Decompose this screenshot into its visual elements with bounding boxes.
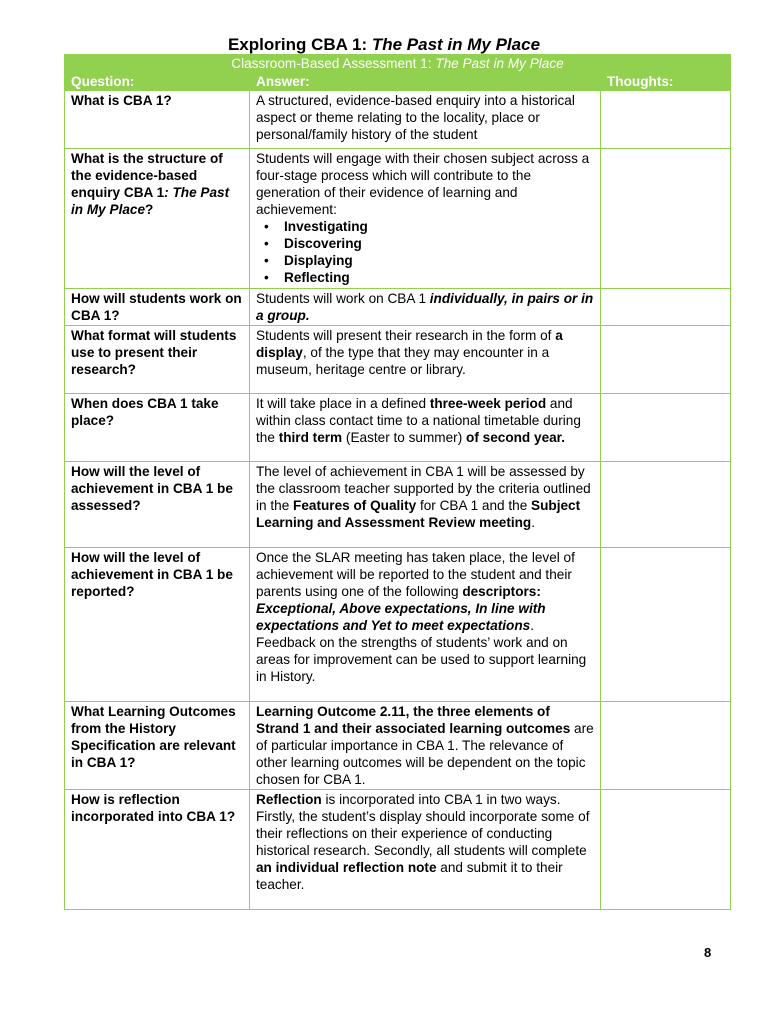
table-row: [65, 462, 731, 548]
question-cell: How is reflection incorporated into CBA 1?: [65, 790, 250, 910]
answer-text: The level of achievement in CBA 1 will be assessed by the classroom teacher supported by the criteria outlined in the: [256, 464, 591, 513]
banner-prefix: Classroom-Based Assessment 1:: [231, 56, 436, 71]
question-cell: What format will students use to present their research?: [65, 326, 250, 394]
thoughts-cell[interactable]: [601, 289, 731, 326]
answer-cell: [250, 149, 601, 289]
answer-bold: Reflection: [256, 792, 322, 807]
thoughts-cell[interactable]: [601, 394, 731, 462]
answer-emphasis: individually, in pairs or in a group.: [256, 291, 594, 323]
answer-bold: Learning Outcome 2.11, the three elements of Strand 1 and their associated learning outcomes: [256, 704, 571, 736]
question-text: What is the structure of the evidence-based enquiry CBA 1: [71, 151, 223, 200]
table-row: [65, 702, 731, 790]
header-question: Question:: [65, 73, 250, 91]
answer-cell: [250, 790, 601, 910]
answer-cell: [250, 462, 601, 548]
thoughts-cell[interactable]: [601, 91, 731, 149]
answer-text: , of the type that they may encounter in a museum, heritage centre or library.: [256, 345, 550, 377]
list-item: • Discovering: [284, 235, 594, 252]
question-cell: [65, 149, 250, 289]
cba-table: [64, 54, 731, 910]
question-cell: What Learning Outcomes from the History Specification are relevant in CBA 1?: [65, 702, 250, 790]
answer-cell: [250, 289, 601, 326]
page-number: 8: [704, 945, 712, 960]
answer-text: for CBA 1 and the: [416, 498, 532, 513]
answer-text: and submit it to their teacher.: [256, 860, 563, 892]
answer-bold: Subject Learning and Assessment Review meeting: [256, 498, 581, 530]
answer-text: Students will present their research in the form of: [256, 328, 556, 343]
answer-text: are of particular importance in CBA 1. The relevance of other learning outcomes will be dependent on the topic chosen for CBA 1.: [256, 721, 594, 787]
list-item: • Investigating: [284, 218, 594, 235]
thoughts-cell[interactable]: [601, 702, 731, 790]
thoughts-cell[interactable]: [601, 462, 731, 548]
answer-text: .: [531, 515, 536, 530]
answer-text: . Feedback on the strengths of students’ work and on areas for improvement can be used to support learning in History.: [256, 618, 587, 684]
answer-bold: descriptors:: [462, 584, 541, 599]
list-item: • Reflecting: [284, 269, 594, 286]
answer-text: Students will work on CBA 1: [256, 291, 430, 306]
answer-bold: third term: [278, 430, 343, 445]
answer-bold: three-week period: [429, 396, 547, 411]
stage-list: [256, 218, 594, 286]
question-cell: How will the level of achievement in CBA 1 be assessed?: [65, 462, 250, 548]
answer-bold: an individual reflection note: [256, 860, 437, 875]
table-row: [65, 790, 731, 910]
answer-text: Once the SLAR meeting has taken place, the level of achievement will be reported to the student and their parents using one of the following: [256, 550, 575, 599]
question-cell: When does CBA 1 take place?: [65, 394, 250, 462]
question-cell: How will the level of achievement in CBA 1 be reported?: [65, 548, 250, 702]
answer-text: (Easter to summer): [342, 430, 467, 445]
answer-cell: [250, 394, 601, 462]
answer-text: It will take place in a defined: [256, 396, 430, 411]
thoughts-cell[interactable]: [601, 790, 731, 910]
answer-text: is incorporated into CBA 1 in two ways. Firstly, the student’s display should incorporate some of their reflections on their experience of conducting historical research. Secondly, all students will complete: [256, 792, 590, 858]
table-row: [65, 289, 731, 326]
question-italic: : The Past in My Place: [71, 185, 230, 217]
answer-emphasis: Exceptional, Above expectations, In line with expectations and Yet to meet expectations: [256, 601, 546, 633]
table-banner: [65, 55, 731, 73]
answer-bold: a display: [256, 328, 563, 360]
answer-bold: Features of Quality: [293, 498, 417, 513]
table-row: [65, 394, 731, 462]
thoughts-cell[interactable]: [601, 548, 731, 702]
table-banner-row: [65, 55, 731, 73]
answer-cell: A structured, evidence-based enquiry into a historical aspect or theme relating to the locality, place or personal/family history of the student: [250, 91, 601, 149]
answer-bold: of second year.: [466, 430, 566, 445]
table-row: [65, 91, 731, 149]
table-row: [65, 548, 731, 702]
banner-italic: The Past in My Place: [435, 56, 564, 71]
table-row: [65, 149, 731, 289]
list-item: • Displaying: [284, 252, 594, 269]
page-title-italic: The Past in My Place: [371, 35, 541, 54]
table-header-row: [65, 73, 731, 91]
answer-cell: [250, 702, 601, 790]
thoughts-cell[interactable]: [601, 326, 731, 394]
header-thoughts: Thoughts:: [601, 73, 731, 91]
question-end: ?: [145, 202, 154, 217]
thoughts-cell[interactable]: [601, 149, 731, 289]
answer-cell: [250, 548, 601, 702]
answer-text: Students will engage with their chosen subject across a four-stage process which will contribute to the generation of their evidence of learning and achievement:: [256, 151, 590, 217]
header-answer: Answer:: [250, 73, 601, 91]
answer-cell: [250, 326, 601, 394]
table-row: [65, 326, 731, 394]
page-title: [0, 35, 768, 55]
question-cell: How will students work on CBA 1?: [65, 289, 250, 326]
page-title-prefix: Exploring CBA 1:: [227, 35, 372, 54]
answer-text: and within class contact time to a national timetable during the: [256, 396, 581, 445]
question-cell: What is CBA 1?: [65, 91, 250, 149]
